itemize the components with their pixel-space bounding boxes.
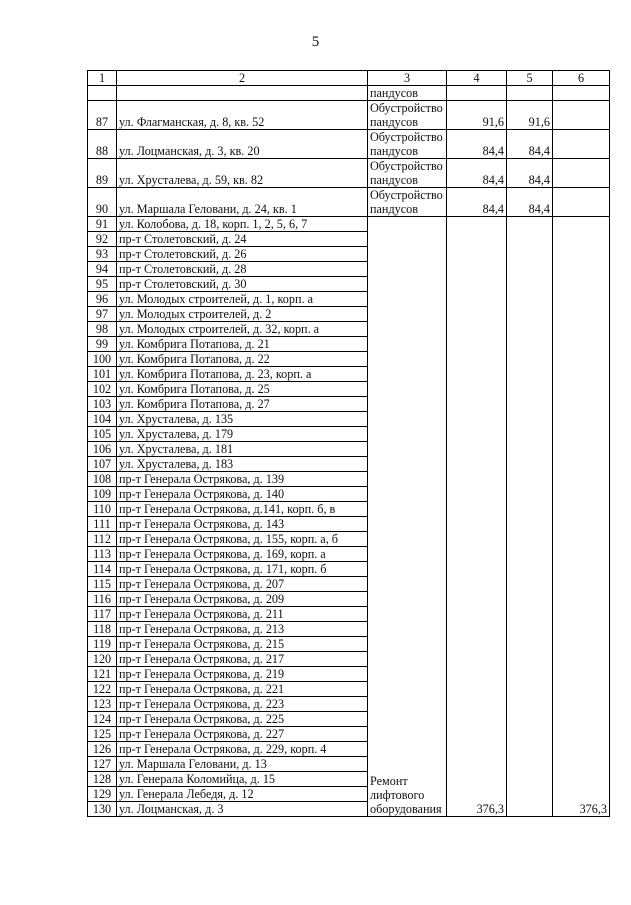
row-number: 115 bbox=[88, 577, 117, 592]
row-number: 113 bbox=[88, 547, 117, 562]
address-cell: ул. Хрусталева, д. 179 bbox=[117, 427, 368, 442]
page-number: 5 bbox=[311, 34, 320, 50]
address-cell: пр-т Генерала Острякова, д. 171, корп. б bbox=[117, 562, 368, 577]
cell-empty bbox=[117, 86, 368, 101]
address-cell: ул. Хрусталева, д. 135 bbox=[117, 412, 368, 427]
address-cell: ул. Комбрига Потапова, д. 22 bbox=[117, 352, 368, 367]
table-row bbox=[88, 101, 610, 130]
value-cell-4: 84,4 bbox=[447, 188, 507, 217]
work-cell: Обустройство пандусов bbox=[368, 188, 447, 217]
address-cell: пр-т Генерала Острякова, д. 207 bbox=[117, 577, 368, 592]
row-number: 110 bbox=[88, 502, 117, 517]
row-number: 106 bbox=[88, 442, 117, 457]
value-cell-5: 84,4 bbox=[507, 159, 553, 188]
address-cell: ул. Генерала Лебедя, д. 12 bbox=[117, 787, 368, 802]
row-number: 117 bbox=[88, 607, 117, 622]
row-number: 124 bbox=[88, 712, 117, 727]
row-number: 127 bbox=[88, 757, 117, 772]
row-number: 99 bbox=[88, 337, 117, 352]
address-cell: пр-т Генерала Острякова, д. 139 bbox=[117, 472, 368, 487]
header-cell-3: 3 bbox=[368, 71, 447, 86]
address-cell: ул. Молодых строителей, д. 32, корп. а bbox=[117, 322, 368, 337]
header-cell-4: 4 bbox=[447, 71, 507, 86]
address-cell: ул. Хрусталева, д. 183 bbox=[117, 457, 368, 472]
address-cell: пр-т Столетовский, д. 30 bbox=[117, 277, 368, 292]
value-cell-6 bbox=[553, 159, 610, 188]
row-number: 94 bbox=[88, 262, 117, 277]
row-number: 130 bbox=[88, 802, 117, 817]
row-number: 119 bbox=[88, 637, 117, 652]
cell-empty bbox=[88, 86, 117, 101]
row-number: 89 bbox=[88, 159, 117, 188]
address-cell: ул. Комбрига Потапова, д. 21 bbox=[117, 337, 368, 352]
value-cell-6 bbox=[553, 188, 610, 217]
value-cell-5-merged bbox=[507, 217, 553, 817]
table-row bbox=[88, 159, 610, 188]
header-cell-2: 2 bbox=[117, 71, 368, 86]
work-cell: пандусов bbox=[368, 86, 447, 101]
address-cell: ул. Хрусталева, д. 59, кв. 82 bbox=[117, 159, 368, 188]
address-cell: пр-т Генерала Острякова, д.141, корп. б, в bbox=[117, 502, 368, 517]
value-cell-6 bbox=[553, 130, 610, 159]
value-cell-5: 91,6 bbox=[507, 101, 553, 130]
header-cell-5: 5 bbox=[507, 71, 553, 86]
row-number: 88 bbox=[88, 130, 117, 159]
address-table bbox=[87, 70, 610, 817]
address-cell: пр-т Генерала Острякова, д. 229, корп. 4 bbox=[117, 742, 368, 757]
work-cell-merged: Ремонт лифтового оборудования bbox=[368, 217, 447, 817]
row-number: 116 bbox=[88, 592, 117, 607]
address-cell: пр-т Генерала Острякова, д. 219 bbox=[117, 667, 368, 682]
row-number: 118 bbox=[88, 622, 117, 637]
row-number: 129 bbox=[88, 787, 117, 802]
row-number: 114 bbox=[88, 562, 117, 577]
header-cell-6: 6 bbox=[553, 71, 610, 86]
row-number: 107 bbox=[88, 457, 117, 472]
address-cell: пр-т Столетовский, д. 28 bbox=[117, 262, 368, 277]
address-cell: пр-т Генерала Острякова, д. 143 bbox=[117, 517, 368, 532]
address-cell: пр-т Столетовский, д. 24 bbox=[117, 232, 368, 247]
address-cell: пр-т Генерала Острякова, д. 140 bbox=[117, 487, 368, 502]
cell-empty bbox=[553, 86, 610, 101]
cell-empty bbox=[507, 86, 553, 101]
address-cell: ул. Генерала Коломийца, д. 15 bbox=[117, 772, 368, 787]
address-cell: ул. Комбрига Потапова, д. 25 bbox=[117, 382, 368, 397]
address-cell: пр-т Генерала Острякова, д. 227 bbox=[117, 727, 368, 742]
address-cell: ул. Флагманская, д. 8, кв. 52 bbox=[117, 101, 368, 130]
address-cell: пр-т Генерала Острякова, д. 225 bbox=[117, 712, 368, 727]
address-cell: пр-т Генерала Острякова, д. 223 bbox=[117, 697, 368, 712]
value-cell-4-merged: 376,3 bbox=[447, 217, 507, 817]
work-cell: Обустройство пандусов bbox=[368, 130, 447, 159]
address-cell: ул. Маршала Геловани, д. 24, кв. 1 bbox=[117, 188, 368, 217]
table-row bbox=[88, 188, 610, 217]
address-cell: ул. Лоцманская, д. 3 bbox=[117, 802, 368, 817]
address-cell: ул. Хрусталева, д. 181 bbox=[117, 442, 368, 457]
row-number: 96 bbox=[88, 292, 117, 307]
value-cell-5: 84,4 bbox=[507, 188, 553, 217]
row-number: 92 bbox=[88, 232, 117, 247]
address-cell: пр-т Генерала Острякова, д. 211 bbox=[117, 607, 368, 622]
value-cell-4: 84,4 bbox=[447, 130, 507, 159]
address-cell: ул. Маршала Геловани, д. 13 bbox=[117, 757, 368, 772]
address-cell: ул. Колобова, д. 18, корп. 1, 2, 5, 6, 7 bbox=[117, 217, 368, 232]
value-cell-4: 91,6 bbox=[447, 101, 507, 130]
address-cell: ул. Молодых строителей, д. 1, корп. а bbox=[117, 292, 368, 307]
row-number: 104 bbox=[88, 412, 117, 427]
address-cell: пр-т Генерала Острякова, д. 213 bbox=[117, 622, 368, 637]
address-cell: ул. Лоцманская, д. 3, кв. 20 bbox=[117, 130, 368, 159]
row-number: 120 bbox=[88, 652, 117, 667]
row-number: 98 bbox=[88, 322, 117, 337]
address-cell: ул. Молодых строителей, д. 2 bbox=[117, 307, 368, 322]
row-number: 105 bbox=[88, 427, 117, 442]
address-cell: пр-т Генерала Острякова, д. 217 bbox=[117, 652, 368, 667]
row-number: 103 bbox=[88, 397, 117, 412]
cell-empty bbox=[447, 86, 507, 101]
table-row bbox=[88, 217, 610, 232]
header-cell-1: 1 bbox=[88, 71, 117, 86]
row-number: 122 bbox=[88, 682, 117, 697]
address-cell: пр-т Генерала Острякова, д. 215 bbox=[117, 637, 368, 652]
row-number: 102 bbox=[88, 382, 117, 397]
header-row bbox=[88, 71, 610, 86]
address-cell: ул. Комбрига Потапова, д. 23, корп. а bbox=[117, 367, 368, 382]
row-number: 97 bbox=[88, 307, 117, 322]
row-number: 87 bbox=[88, 101, 117, 130]
address-cell: пр-т Генерала Острякова, д. 169, корп. а bbox=[117, 547, 368, 562]
row-number: 128 bbox=[88, 772, 117, 787]
value-cell-6-merged: 376,3 bbox=[553, 217, 610, 817]
address-cell: пр-т Генерала Острякова, д. 221 bbox=[117, 682, 368, 697]
row-number: 126 bbox=[88, 742, 117, 757]
row-number: 109 bbox=[88, 487, 117, 502]
value-cell-5: 84,4 bbox=[507, 130, 553, 159]
address-cell: пр-т Генерала Острякова, д. 155, корп. а, б bbox=[117, 532, 368, 547]
row-number: 111 bbox=[88, 517, 117, 532]
row-number: 121 bbox=[88, 667, 117, 682]
value-cell-4: 84,4 bbox=[447, 159, 507, 188]
row-number: 95 bbox=[88, 277, 117, 292]
row-number: 90 bbox=[88, 188, 117, 217]
address-cell: ул. Комбрига Потапова, д. 27 bbox=[117, 397, 368, 412]
row-number: 101 bbox=[88, 367, 117, 382]
address-cell: пр-т Столетовский, д. 26 bbox=[117, 247, 368, 262]
row-number: 93 bbox=[88, 247, 117, 262]
value-cell-6 bbox=[553, 101, 610, 130]
row-number: 100 bbox=[88, 352, 117, 367]
row-number: 91 bbox=[88, 217, 117, 232]
row-number: 108 bbox=[88, 472, 117, 487]
row-number: 123 bbox=[88, 697, 117, 712]
row-number: 125 bbox=[88, 727, 117, 742]
work-cell: Обустройство пандусов bbox=[368, 101, 447, 130]
row-number: 112 bbox=[88, 532, 117, 547]
table-row bbox=[88, 130, 610, 159]
work-cell: Обустройство пандусов bbox=[368, 159, 447, 188]
continuation-row bbox=[88, 86, 610, 101]
address-cell: пр-т Генерала Острякова, д. 209 bbox=[117, 592, 368, 607]
